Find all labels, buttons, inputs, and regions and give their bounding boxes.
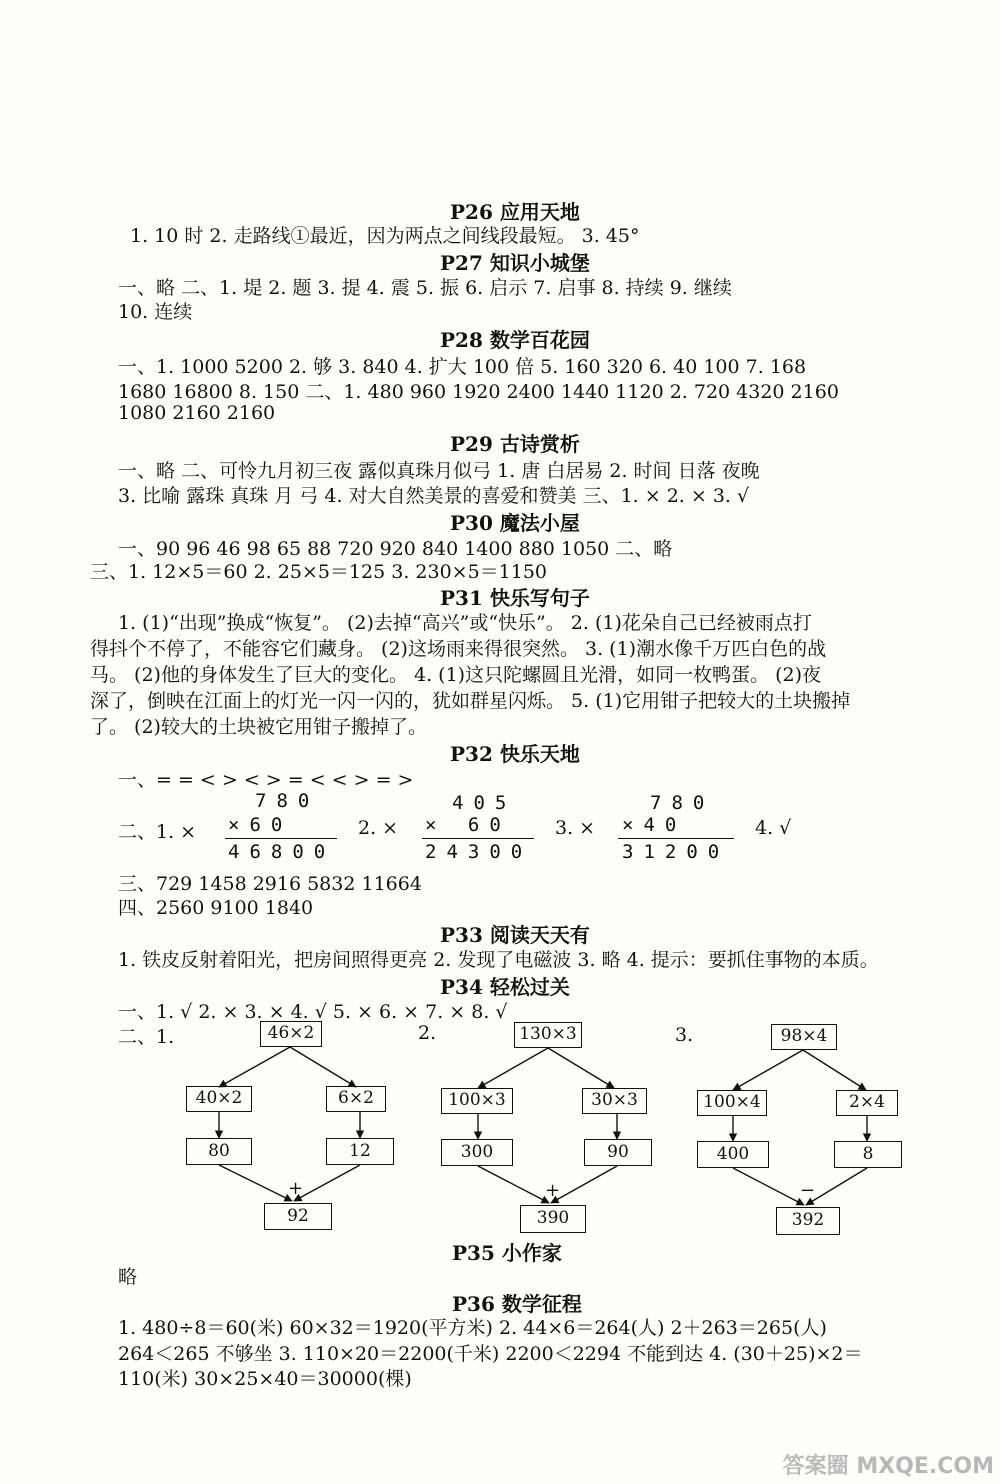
answer-line: 110(米) 30×25×40＝30000(棵) — [118, 1368, 412, 1390]
answer-line: 一、1. √ 2. × 3. × 4. √ 5. × 6. × 7. × 8. √ — [118, 1001, 508, 1023]
diagram-left-box: 100×4 — [697, 1090, 767, 1116]
diagram-top-box: 46×2 — [260, 1021, 322, 1047]
answer-line: 三、1. 12×5＝60 2. 25×5＝125 3. 230×5＝1150 — [90, 561, 548, 583]
section-title-p29: P29 古诗赏析 — [450, 432, 580, 456]
section-title-p26: P26 应用天地 — [450, 200, 580, 224]
section-title-p27: P27 知识小城堡 — [440, 251, 590, 275]
diagram-top-box: 130×3 — [514, 1022, 582, 1048]
operator: + — [545, 1180, 561, 1201]
answer-line: 一、略 二、可怜九月初三夜 露似真珠月似弓 1. 唐 白居易 2. 时间 日落 夜晚 — [118, 460, 760, 482]
multiplicand: 780 — [255, 790, 320, 812]
answer-line: 1. (1)“出现”换成“恢复”。 (2)去掉“高兴”或“快乐”。 2. (1)花朵自己已经被雨点打 — [118, 612, 812, 634]
answer-line: 264＜265 不够坐 3. 110×20＝2200(千米) 2200＜2294 不能到达 4. (30＋25)×2＝ — [118, 1343, 863, 1365]
product: 31200 — [622, 841, 730, 863]
answer-line: 一、1. 1000 5200 2. 够 3. 840 4. 扩大 100 倍 5. 160 320 6. 40 100 7. 168 — [118, 356, 807, 378]
diagram-label: 二、1. — [118, 1026, 175, 1048]
answer-line: 得抖个不停了，不能容它们藏身。 (2)这场雨来得很突然。 3. (1)潮水像千万匹白色的战 — [90, 638, 827, 660]
section-title-p28: P28 数学百花园 — [440, 328, 590, 352]
section-title-p36: P36 数学征程 — [452, 1292, 582, 1316]
section-title-p32: P32 快乐天地 — [450, 742, 580, 766]
answer-line: 马。 (2)他的身体发生了巨大的变化。 4. (1)这只陀螺圆且光滑，如同一枚鸭蛋。 (2)夜 — [90, 664, 822, 686]
diagram-result-box: 92 — [264, 1203, 332, 1230]
diagram-result-box: 392 — [776, 1207, 840, 1235]
diagram-label: 2. — [418, 1022, 437, 1044]
answer-line: 一、= = < > < > = < < > = > — [118, 769, 414, 791]
section-title-p31: P31 快乐写句子 — [440, 586, 590, 610]
diagram-label: 3. — [675, 1024, 694, 1046]
diagram-left-box: 100×3 — [441, 1088, 513, 1114]
watermark: 答案圈 MXQE.COM — [782, 1454, 994, 1479]
section-title-p30: P30 魔法小屋 — [450, 511, 580, 535]
answer-line: 3. 比喻 露珠 真珠 月 弓 4. 对大自然美景的喜爱和赞美 三、1. × 2. × 3. √ — [118, 485, 750, 507]
question-label: 4. √ — [755, 817, 792, 839]
section-title-p35: P35 小作家 — [452, 1241, 562, 1265]
product: 24300 — [425, 841, 533, 863]
answer-line: 10. 连续 — [118, 301, 193, 323]
section-title-p34: P34 轻松过关 — [440, 975, 570, 999]
answer-line: 了。 (2)较大的土块被它用钳子搬掉了。 — [90, 716, 427, 738]
diagram-left-result-box: 300 — [441, 1139, 513, 1166]
answer-line: 1680 16800 8. 150 二、1. 480 960 1920 2400 1440 1120 2. 720 4320 2160 — [118, 381, 839, 403]
answer-line: 1. 10 时 2. 走路线①最近，因为两点之间线段最短。 3. 45° — [130, 225, 640, 247]
operator: + — [288, 1178, 304, 1199]
diagram-result-box: 390 — [520, 1205, 586, 1233]
product: 46800 — [228, 841, 336, 863]
answer-line: 1. 480÷8＝60(米) 60×32＝1920(平方米) 2. 44×6＝264(人) 2＋263＝265(人) — [118, 1317, 827, 1339]
diagram-left-result-box: 80 — [186, 1138, 252, 1165]
multiplier: × 60 — [425, 814, 511, 836]
diagram-right-result-box: 8 — [834, 1141, 902, 1168]
answer-line: 深了，倒映在江面上的灯光一闪一闪的，犹如群星闪烁。 5. (1)它用钳子把较大的土块搬掉 — [90, 690, 851, 712]
answer-line: 三、729 1458 2916 5832 11664 — [118, 873, 422, 895]
diagram-right-box: 6×2 — [326, 1086, 386, 1112]
section-title-p33: P33 阅读天天有 — [440, 923, 590, 947]
multiplicand: 780 — [650, 792, 715, 814]
diagram-right-box: 30×3 — [582, 1088, 647, 1114]
question-label: 2. × — [358, 817, 399, 839]
diagram-top-box: 98×4 — [771, 1024, 837, 1050]
answer-line: 1. 铁皮反射着阳光，把房间照得更亮 2. 发现了电磁波 3. 略 4. 提示：要抓住事物的本质。 — [118, 949, 879, 971]
diagram-right-box: 2×4 — [836, 1090, 898, 1116]
multiplicand: 405 — [452, 792, 517, 814]
question-label: 3. × — [555, 817, 596, 839]
answer-line: 一、90 96 46 98 65 88 720 920 840 1400 880 1050 二、略 — [118, 538, 673, 560]
diagram-right-result-box: 12 — [326, 1138, 394, 1165]
answer-line: 四、2560 9100 1840 — [118, 897, 314, 919]
answer-line: 1080 2160 2160 — [118, 402, 276, 424]
answer-line: 略 — [118, 1266, 138, 1288]
diagram-right-result-box: 90 — [584, 1139, 652, 1166]
diagram-left-box: 40×2 — [186, 1086, 252, 1112]
operator: − — [800, 1180, 816, 1201]
question-label: 二、1. × — [118, 821, 197, 843]
multiplier: ×40 — [622, 814, 687, 836]
diagram-left-result-box: 400 — [697, 1141, 769, 1168]
answer-line: 一、略 二、1. 堤 2. 题 3. 提 4. 震 5. 振 6. 启示 7. 启事 8. 持续 9. 继续 — [118, 277, 732, 299]
multiplier: ×60 — [228, 814, 293, 836]
